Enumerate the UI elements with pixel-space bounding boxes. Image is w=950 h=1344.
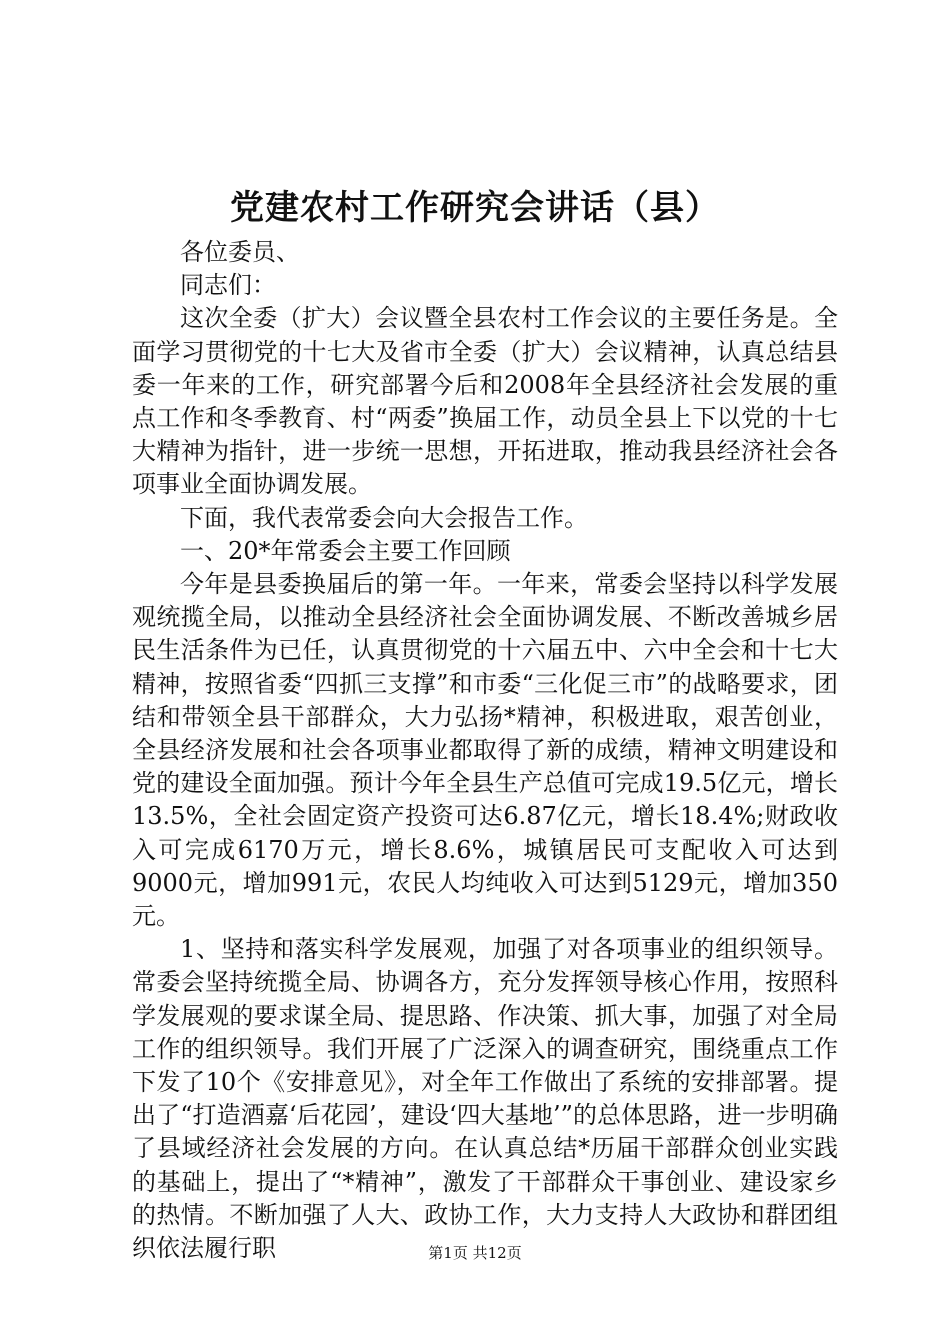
salutation-line: 同志们： xyxy=(180,271,276,300)
body-paragraph: 下面，我代表常委会向大会报告工作。 xyxy=(180,503,588,532)
body-paragraph: 这次全委（扩大）会议暨全县农村工作会议的主要任务是。全面学习贯彻党的十七大及省市全委（扩大）会议精神，认真总结县委一年来的工作，研究部署今后和2008年全县经济社会发展的重点工作和冬季教育、村“两委”换届工作，动员全县上下以党的十七大精神为指针，进一步统一思想，开拓进取，推动我县经济社会各项事业全面协调发展。 xyxy=(132,304,838,499)
document-body xyxy=(132,236,838,1265)
page-number-footer: 第1页 共12页 xyxy=(428,1244,522,1262)
salutation-line: 各位委员、 xyxy=(180,238,300,266)
section-heading: 一、20*年常委会主要工作回顾 xyxy=(180,536,511,565)
body-paragraph: 今年是县委换届后的第一年。一年来，常委会坚持以科学发展观统揽全局，以推动全县经济社会全面协调发展、不断改善城乡居民生活条件为已任，认真贯彻党的十六届五中、六中全会和十七大精神，按照省委“四抓三支撑”和市委“三化促三市”的战略要求，团结和带领全县干部群众，大力弘扬*精神，积极进取，艰苦创业，全县经济发展和社会各项事业都取得了新的成绩，精神文明建设和党的建设全面加强。预计今年全县生产总值可完成19.5亿元，增长13.5%，全社会固定资产投资可达6.87亿元，增长18.4%;财政收入可完成6170万元，增长8.6%，城镇居民可支配收入可达到9000元，增加991元，农民人均纯收入可达到5129元，增加350元。 xyxy=(132,570,838,931)
body-paragraph: 1、坚持和落实科学发展观，加强了对各项事业的组织领导。常委会坚持统揽全局、协调各方，充分发挥领导核心作用，按照科学发展观的要求谋全局、提思路、作决策、抓大事，加强了对全局工作的组织领导。我们开展了广泛深入的调查研究，围绕重点工作下发了10个《安排意见》，对全年工作做出了系统的安排部署。提出了“打造酒嘉‘后花园’，建设‘四大基地’”的总体思路，进一步明确了县域经济社会发展的方向。在认真总结*历届干部群众创业实践的基础上，提出了“*精神”，激发了干部群众干事创业、建设家乡的热情。不断加强了人大、政协工作，大力支持人大政协和群团组织依法履行职 xyxy=(132,935,838,1263)
document-title: 党建农村工作研究会讲话（县） xyxy=(230,188,720,228)
